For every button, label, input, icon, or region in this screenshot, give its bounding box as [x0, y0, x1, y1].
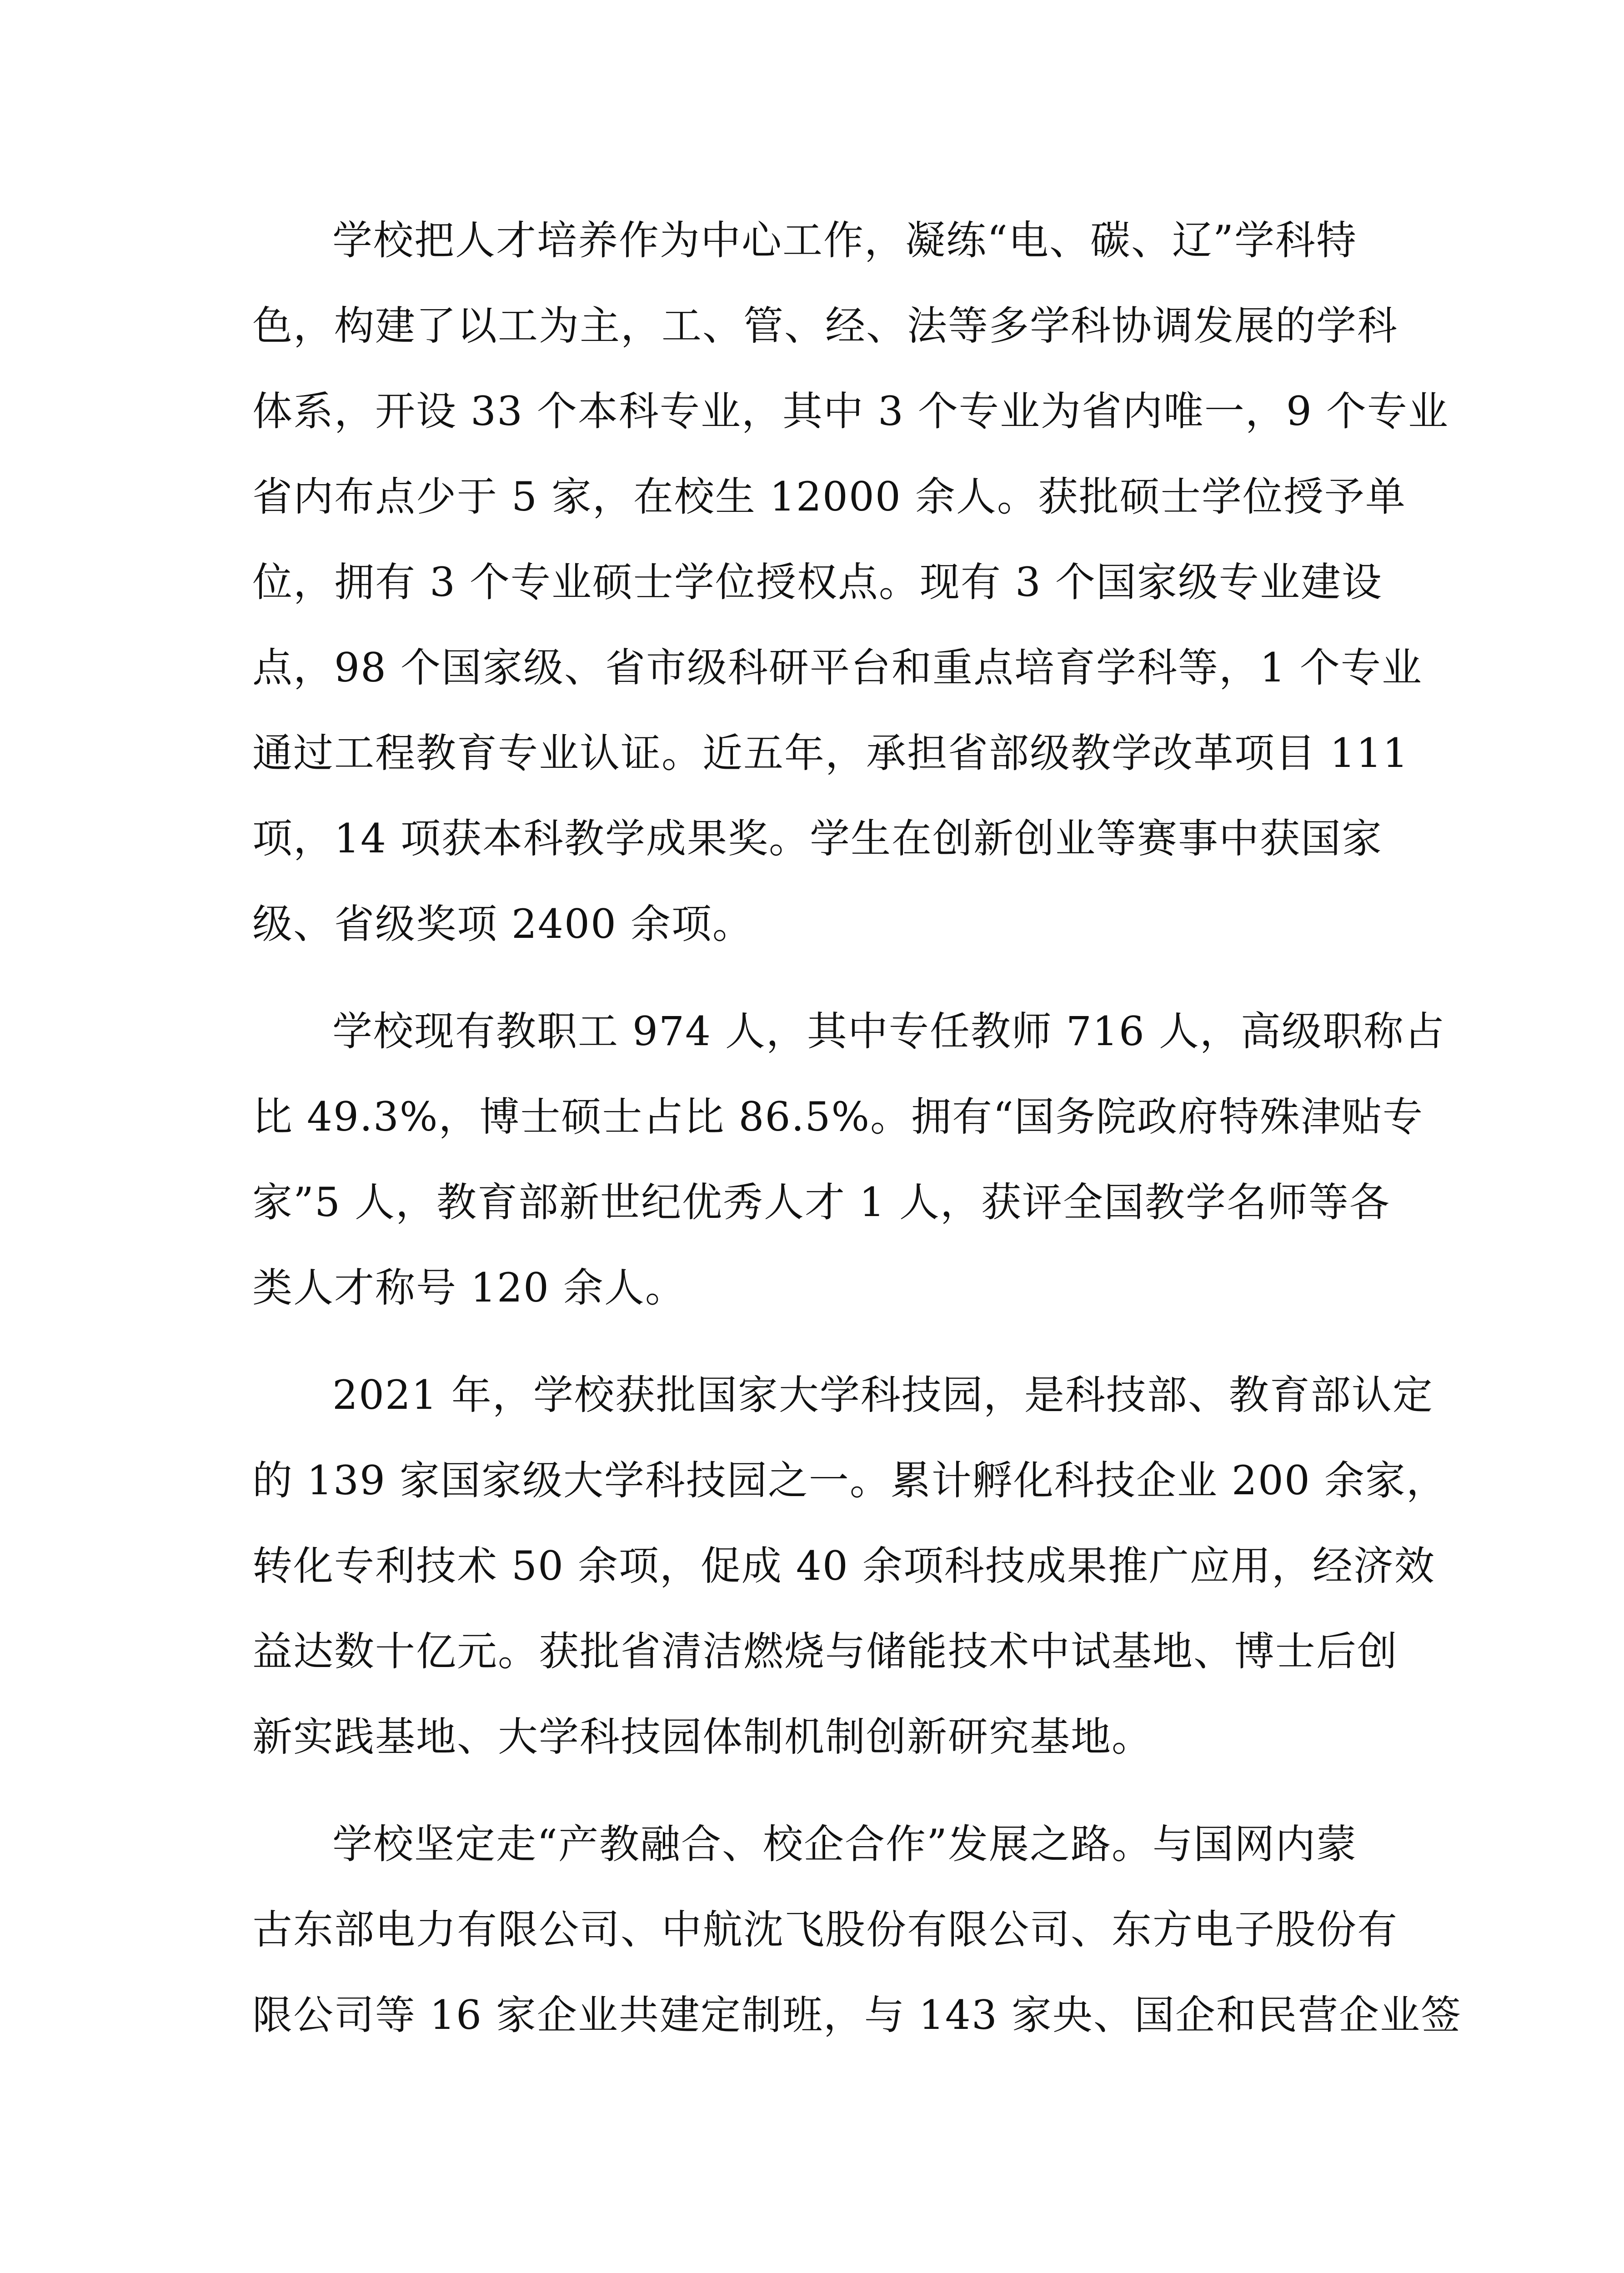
paragraph-line: 2021 年，学校获批国家大学科技园，是科技部、教育部认定: [332, 1372, 1434, 1418]
paragraph-line: 比 49.3%，博士硕士占比 86.5%。拥有“国务院政府特殊津贴专: [252, 1093, 1424, 1140]
paragraph-line: 项，14 项获本科教学成果奖。学生在创新创业等赛事中获国家: [252, 815, 1383, 862]
paragraph-line: 级、省级奖项 2400 余项。: [252, 901, 753, 947]
paragraph-line: 体系，开设 33 个本科专业，其中 3 个专业为省内唯一，9 个专业: [252, 388, 1449, 435]
paragraph-line: 点，98 个国家级、省市级科研平台和重点培育学科等，1 个专业: [252, 644, 1423, 691]
paragraph-line: 学校把人才培养作为中心工作，凝练“电、碳、辽”学科特: [332, 217, 1357, 264]
paragraph-line: 家”5 人，教育部新世纪优秀人才 1 人，获评全国教学名师等各: [252, 1179, 1390, 1226]
paragraph-line: 的 139 家国家级大学科技园之一。累计孵化科技企业 200 余家，: [252, 1457, 1447, 1504]
paragraph-line: 类人才称号 120 余人。: [252, 1264, 686, 1311]
paragraph-line: 转化专利技术 50 余项，促成 40 余项科技成果推广应用，经济效: [252, 1542, 1435, 1589]
body-text: [252, 198, 1462, 2080]
paragraph-line: 通过工程教育专业认证。近五年，承担省部级教学改革项目 111: [252, 730, 1409, 776]
paragraph-line: 新实践基地、大学科技园体制机制创新研究基地。: [252, 1713, 1153, 1760]
paragraph-line: 色，构建了以工为主，工、管、经、法等多学科协调发展的学科: [252, 302, 1398, 349]
paragraph-line: 古东部电力有限公司、中航沈飞股份有限公司、东方电子股份有: [252, 1906, 1398, 1953]
paragraph-line: 学校坚定走“产教融合、校企合作”发展之路。与国网内蒙: [332, 1821, 1357, 1867]
paragraph-industry-cooperation: [252, 1802, 1462, 2058]
paragraph-line: 益达数十亿元。获批省清洁燃烧与储能技术中试基地、博士后创: [252, 1628, 1398, 1675]
paragraph-talent-cultivation: [252, 198, 1449, 967]
paragraph-line: 学校现有教职工 974 人，其中专任教师 716 人，高级职称占: [332, 1008, 1445, 1055]
paragraph-science-park: [252, 1352, 1447, 1780]
paragraph-line: 省内布点少于 5 家，在校生 12000 余人。获批硕士学位授予单: [252, 473, 1406, 520]
paragraph-line: 限公司等 16 家企业共建定制班，与 143 家央、国企和民营企业签: [252, 1992, 1462, 2038]
paragraph-faculty: [252, 989, 1445, 1331]
paragraph-line: 位，拥有 3 个专业硕士学位授权点。现有 3 个国家级专业建设: [252, 559, 1383, 606]
